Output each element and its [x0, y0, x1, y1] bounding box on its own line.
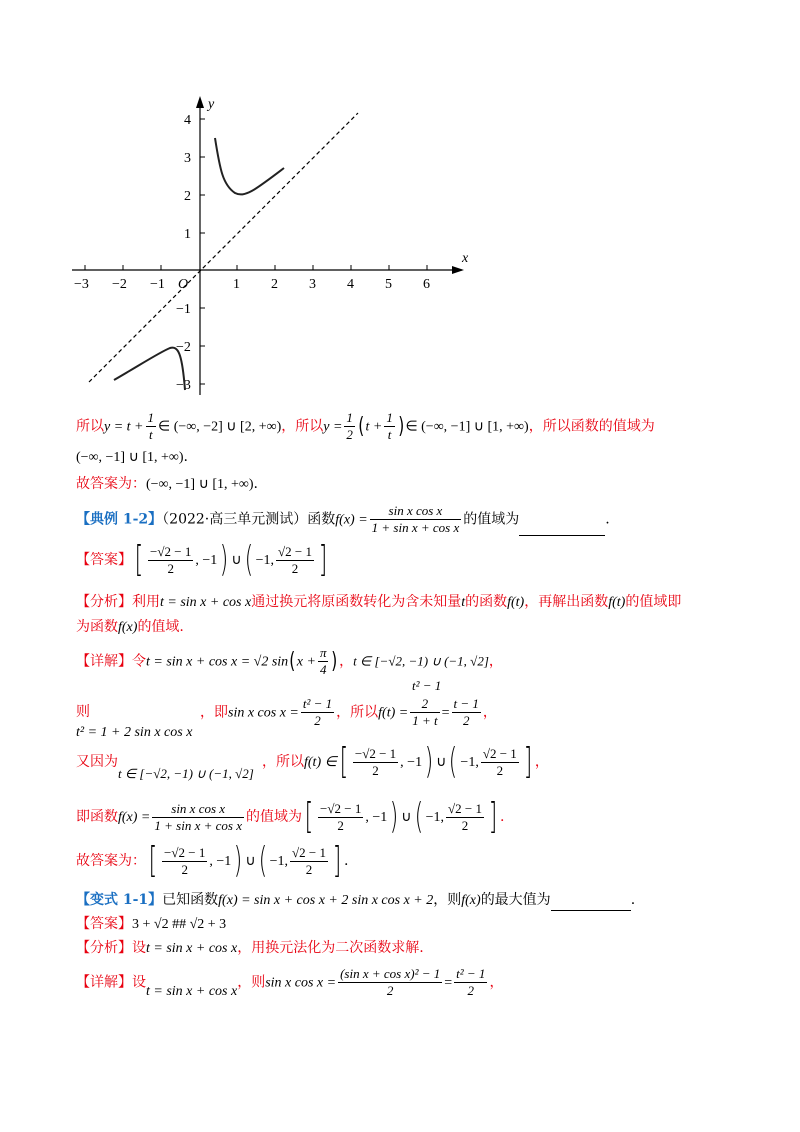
y-tick-label: −1	[176, 302, 191, 317]
x-tick-marks	[85, 265, 427, 270]
fraction: $\frac{\text{t² − 1}}{2}$	[456, 966, 486, 998]
example-1-2-analysis-cont: 为函数f(x)的值域.	[76, 619, 184, 635]
fraction: $\frac{1}{t}$	[147, 410, 154, 442]
y-tick-label: 4	[184, 113, 191, 128]
fraction: $\frac{-√2 - 1}{2}$	[164, 844, 206, 877]
x-axis-arrow	[452, 266, 464, 274]
y-tick-label: −3	[176, 378, 191, 393]
fraction: $\frac{1}{2}$	[346, 410, 353, 442]
x-tick-label: −2	[112, 277, 127, 292]
y-tick-label: 1	[184, 227, 191, 242]
example-1-2-detail-3: 又因为	[76, 754, 118, 770]
y-axis-arrow	[196, 96, 204, 108]
x-tick-label: 1	[233, 277, 240, 292]
floating-numerator: t² − 1	[412, 678, 442, 693]
x-tick-label: 2	[271, 277, 278, 292]
variant-1-1-answer: 【答案】3 + √2 ## √2 + 3	[76, 916, 227, 932]
x-tick-label: −3	[74, 277, 89, 292]
y-tick-label: 3	[184, 151, 191, 166]
asymptote-dashed-line	[89, 113, 358, 382]
y-tick-marks	[200, 119, 205, 384]
x-tick-label: 3	[309, 277, 316, 292]
function-graph	[60, 90, 480, 400]
line-range-conclusion: 所以y = t + $\frac{1}{t}$ ∈ (−∞, −2] ∪ [2, +∞)，所以y = $\frac{1}{2}$ (t + $\frac{1}{t}$ )∈ (−∞, −1] ∪ [1, +∞)，所以函数的值域为	[76, 410, 655, 442]
y-axis-label: y	[208, 97, 215, 112]
fraction: $\frac{-√2 - 1}{2}$	[320, 800, 362, 833]
detail-tag: 【详解】	[76, 653, 132, 670]
fraction: $\frac{t - 1}{2}$	[453, 696, 479, 728]
detail-tag: 【详解】	[76, 974, 132, 991]
fraction: $\frac{1}{t}$	[386, 410, 393, 442]
variant-1-1-analysis: 【分析】设t = sin x + cos x，用换元法化为二次函数求解.	[76, 940, 424, 956]
origin-label: O	[178, 277, 189, 292]
line-range-value: (−∞, −1] ∪ [1, +∞).	[76, 449, 188, 465]
answer-tag: 【答案】	[76, 916, 132, 932]
variant-tag: 【变式 1-1】	[76, 892, 163, 908]
line-answer-1: 故答案为：(−∞, −1] ∪ [1, +∞).	[76, 476, 258, 492]
fraction: $\frac{\text{t² − 1}}{2}$	[302, 696, 333, 728]
x-tick-label: 4	[347, 277, 354, 292]
fraction: $\frac{\pi}{4}$	[319, 645, 327, 677]
example-1-2-detail-2-rest: ，即sin x cos x = $\frac{\text{t² − 1}}{2}$ ，所以f(t) = $\frac{2}{1 + t}$ = $\frac{t - 1}{2}$ ，	[200, 696, 497, 728]
example-1-2-question: 【典例 1-2】（2022·高三单元测试）函数f(x) = $\frac{\text{sin x cos x}}{\text{1 + sin x + cos x}}$ 的值域为 .	[76, 503, 610, 535]
fraction: $\frac{√2 - 1}{2}$	[292, 844, 326, 877]
example-1-2-detail-3-rest: ，所以f(t) ∈[ $\frac{-√2 - 1}{2}$ , −1) ∪( −1, $\frac{√2 - 1}{2}$ ] ，	[262, 741, 549, 782]
variant-1-1-question: 【变式 1-1】已知函数f(x) = sin x + cos x + 2 sin x cos x + 2，则f(x)的最大值为 .	[76, 890, 635, 911]
example-1-2-answer: 【答案】[ $\frac{-√2 - 1}{2}$ , −1) ∪( −1, $\frac{√2 - 1}{2}$ ]	[76, 539, 328, 580]
fraction: $\frac{\text{sin x cos x}}{\text{1 + sin x + cos x}}$	[154, 800, 242, 833]
example-1-2-answer-repeat: 故答案为：[ $\frac{-√2 - 1}{2}$ , −1) ∪( −1, $\frac{√2 - 1}{2}$ ] .	[76, 840, 349, 881]
example-1-2-detail-2: 则	[76, 704, 90, 720]
example-1-2-detail-4: 即函数f(x) = $\frac{\text{sin x cos x}}{\text{1 + sin x + cos x}}$ 的值域为[ $\frac{-√2 - 1}{2}$ , −1) ∪( −1, $\frac{√2 - 1}{2}$ ] .	[76, 796, 505, 837]
fraction: $\frac{√2 - 1}{2}$	[447, 800, 482, 833]
example-1-2-detail-3-eq: t ∈ [−√2, −1) ∪ (−1, √2]	[118, 766, 254, 781]
x-tick-label: −1	[150, 277, 165, 292]
fraction: $\frac{\text{sin x cos x}}{\text{1 + sin x + cos x}}$	[371, 503, 460, 535]
fraction: $\frac{\text{(sin x + cos x)² − 1}}{2}$	[340, 966, 441, 998]
x-axis-label: x	[462, 251, 469, 266]
answer-blank[interactable]	[519, 535, 605, 536]
y-tick-label: −2	[176, 340, 191, 355]
fraction: $\frac{√2 - 1}{2}$	[482, 745, 517, 778]
fraction: $\frac{-√2 - 1}{2}$	[354, 745, 397, 778]
analysis-tag: 【分析】	[76, 940, 132, 956]
example-1-2-detail-1: 【详解】令t = sin x + cos x = √2 sin(x + $\frac{\pi}{4}$ )，t ∈ [−√2, −1) ∪ (−1, √2]，	[76, 645, 503, 677]
upper-branch-curve	[215, 138, 284, 194]
fraction: $\frac{-√2 - 1}{2}$	[150, 543, 192, 576]
variant-1-1-detail: 【详解】设t = sin x + cos x，则sin x cos x = $\frac{\text{(sin x + cos x)² − 1}}{2}$ = $\frac{\text{t² − 1}}{2}$ ，	[76, 966, 504, 999]
example-1-2-detail-2-eq: t² = 1 + 2 sin x cos x	[76, 725, 193, 740]
answer-tag: 【答案】	[76, 552, 132, 568]
fraction: $\frac{√2 - 1}{2}$	[278, 543, 312, 576]
analysis-tag: 【分析】	[76, 594, 132, 610]
answer-blank[interactable]	[551, 910, 631, 911]
example-1-2-analysis: 【分析】利用t = sin x + cos x通过换元将原函数转化为含未知量t的函数f(t)，再解出函数f(t)的值域即	[76, 594, 682, 610]
lower-branch-curve	[114, 348, 185, 390]
example-tag: 【典例 1-2】	[76, 511, 163, 528]
x-tick-label: 6	[423, 277, 430, 292]
y-tick-label: 2	[184, 189, 191, 204]
x-tick-label: 5	[385, 277, 392, 292]
fraction: $\frac{2}{1 + t}$	[412, 696, 438, 728]
